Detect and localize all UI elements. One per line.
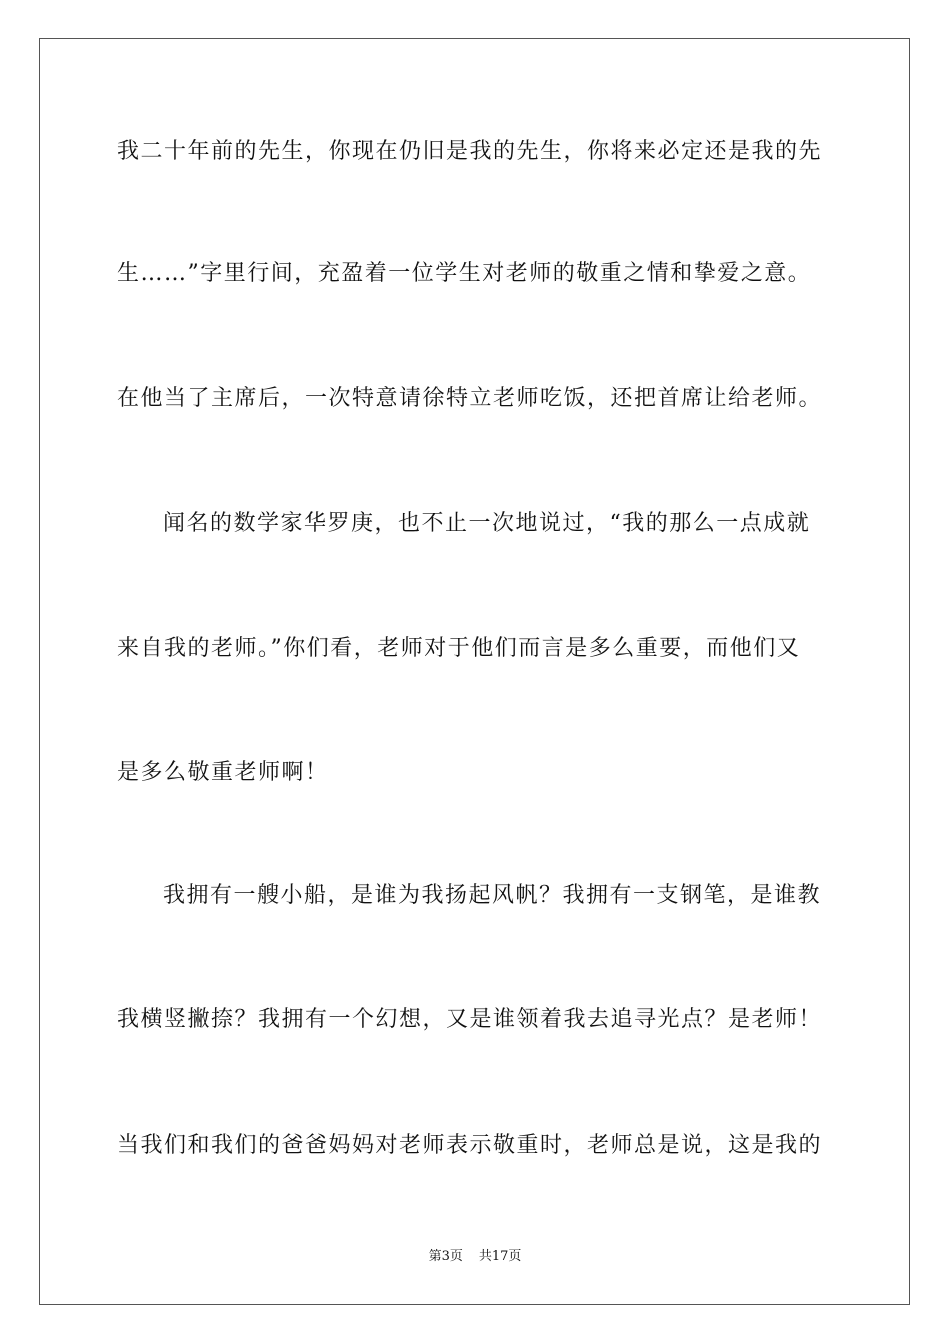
text-line-8: 我横竖撇捺？我拥有一个幻想，又是谁领着我去追寻光点？是老师！: [117, 1007, 823, 1032]
text-line-7: 我拥有一艘小船，是谁为我扬起风帆？我拥有一支钢笔，是谁教: [163, 883, 822, 908]
text-line-9: 当我们和我们的爸爸妈妈对老师表示敬重时，老师总是说，这是我的: [117, 1133, 823, 1158]
text-line-4: 闻名的数学家华罗庚，也不止一次地说过，“我的那么一点成就: [163, 511, 811, 536]
page-border: [39, 38, 910, 1305]
page-total: 共17页: [478, 1249, 522, 1264]
page-number: 第3页: [428, 1249, 463, 1264]
text-line-5: 来自我的老师。”你们看，老师对于他们而言是多么重要，而他们又: [117, 636, 801, 661]
text-line-3: 在他当了主席后，一次特意请徐特立老师吃饭，还把首席让给老师。: [117, 386, 823, 411]
text-line-2: 生……”字里行间，充盈着一位学生对老师的敬重之情和挚爱之意。: [117, 261, 812, 286]
text-line-1: 我二十年前的先生，你现在仍旧是我的先生，你将来必定还是我的先: [117, 139, 823, 164]
page-footer: [0, 1248, 950, 1266]
text-line-6: 是多么敬重老师啊！: [117, 760, 329, 785]
